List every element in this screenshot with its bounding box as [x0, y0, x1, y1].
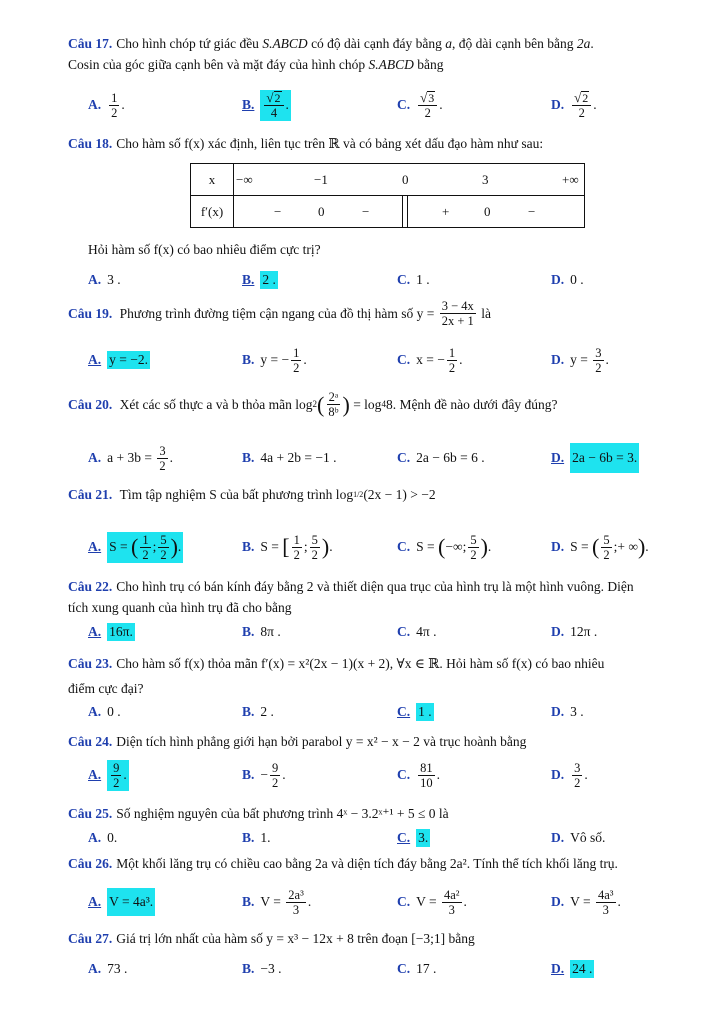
question-23: Câu 23. Cho hàm số f(x) thỏa mãn f′(x) = x²(2x − 1)(x + 2), ∀x ∈ ℝ. Hỏi hàm số f(x) có bao nhiêu điểm cực đại?: [68, 656, 605, 696]
question-19: Câu 19. Phương trình đường tiệm cận ngang của đồ thị hàm số y = $\frac{3 - 4x}{2x + 1}$ là: [68, 299, 491, 328]
option-c[interactable]: C. 1 .: [397, 272, 430, 287]
option-d[interactable]: D. S = ( $\frac{5}{2}$ ;+ ∞ ) .: [551, 532, 649, 562]
question-25: Câu 25. Số nghiệm nguyên của bất phương trình 4ˣ − 3.2ˣ⁺¹ + 5 ≤ 0 là: [68, 806, 449, 821]
option-c[interactable]: C. S = ( −∞; $\frac{5}{2}$ ) .: [397, 532, 492, 562]
question-18: Câu 18. Cho hàm số f(x) xác định, liên tục trên ℝ và có bảng xét dấu đạo hàm như sau:: [68, 136, 544, 151]
option-a[interactable]: A. S = ( $\frac{1}{2}$ ; $\frac{5}{2}$ ) .: [88, 532, 182, 562]
option-a[interactable]: A. 73 .: [88, 961, 128, 976]
question-22-options: [0, 617, 724, 647]
option-c[interactable]: C. x = − $\frac{1}{2}$ .: [397, 345, 463, 375]
question-18-prompt: Hỏi hàm số f(x) có bao nhiêu điểm cực trị?: [88, 242, 321, 257]
undefined-marker: [402, 196, 408, 227]
option-c[interactable]: C. 17 .: [397, 961, 437, 976]
option-c[interactable]: C. 2a − 6b = 6 .: [397, 450, 485, 465]
sign-table: x −∞ −1 0 3 +∞ f′(x) − 0 − + 0 −: [190, 163, 585, 228]
option-d[interactable]: D. 0 .: [551, 272, 584, 287]
option-d[interactable]: D. √ 2 2 .: [551, 89, 597, 120]
question-17-options: [0, 90, 724, 120]
option-b[interactable]: B. 1.: [242, 830, 271, 845]
option-a[interactable]: A. 0 .: [88, 704, 121, 719]
option-d[interactable]: D. 2a − 6b = 3 .: [551, 443, 639, 473]
question-27: Câu 27. Giá trị lớn nhất của hàm số y = x³ − 12x + 8 trên đoạn [−3;1] bằng: [68, 931, 475, 946]
question-18-options: [0, 265, 724, 295]
option-b[interactable]: B. y = − $\frac{1}{2}$ .: [242, 345, 307, 375]
question-21-options: [0, 532, 724, 562]
option-b[interactable]: B. − $\frac{9}{2}$ .: [242, 760, 286, 790]
option-d[interactable]: D. $\frac{3}{2}$ .: [551, 760, 588, 790]
option-d[interactable]: D. Vô số.: [551, 830, 606, 845]
option-d[interactable]: D. 12π .: [551, 624, 598, 639]
option-c[interactable]: C. 1 .: [397, 704, 432, 719]
option-c[interactable]: C. 3.: [397, 830, 429, 845]
question-27-options: [0, 954, 724, 984]
question-19-options: [0, 345, 724, 375]
option-b[interactable]: B. S = [ $\frac{1}{2}$ ; $\frac{5}{2}$ ) .: [242, 532, 333, 562]
option-d[interactable]: D. 24 .: [551, 961, 593, 976]
option-a[interactable]: A. 3 .: [88, 272, 121, 287]
option-b[interactable]: B. 2 .: [242, 272, 276, 287]
question-20: Câu 20. Xét các số thực a và b thỏa mãn log 2 ( $\frac{\text{2ᵃ}}{\text{8ᵇ}}$ ) = log 4 8. Mệnh đề nào dưới đây đúng?: [68, 390, 558, 419]
option-c[interactable]: C. √ 3 2 .: [397, 89, 443, 120]
option-b[interactable]: B. √ 2 4 .: [242, 89, 289, 120]
option-a[interactable]: A. y = −2.: [88, 352, 148, 367]
option-a[interactable]: A. a + 3b = $\frac{3}{2}$ .: [88, 443, 173, 473]
answer-highlight: √ 2 4 .: [260, 90, 291, 121]
question-24-options: [0, 760, 724, 790]
option-d[interactable]: D. V = $\frac{\text{4a³}}{3}$ .: [551, 887, 621, 917]
question-26-options: [0, 887, 724, 917]
question-26: Câu 26. Một khối lăng trụ có chiều cao bằng 2a và diện tích đáy bằng 2a². Tính thể tích khối lăng trụ.: [68, 856, 618, 871]
option-b[interactable]: B. 8π .: [242, 624, 281, 639]
option-d[interactable]: D. y = $\frac{3}{2}$ .: [551, 345, 609, 375]
question-22: Câu 22. Cho hình trụ có bán kính đáy bằng 2 và thiết diện qua trục của hình trụ là một hình vuông. Diện tích xung quanh của hình trụ đã cho bằng: [68, 579, 634, 615]
option-b[interactable]: B. V = $\frac{\text{2a³}}{3}$ .: [242, 887, 312, 917]
question-20-options: [0, 443, 724, 473]
question-21: Câu 21. Tìm tập nghiệm S của bất phương trình log 1/2 (2x − 1) > −2: [68, 487, 436, 502]
question-23-options: [0, 697, 724, 727]
question-label: Câu 17.: [68, 36, 113, 51]
option-c[interactable]: C. $\frac{81}{10}$ .: [397, 760, 440, 790]
option-b[interactable]: B. 2 .: [242, 704, 274, 719]
option-b[interactable]: B. 4a + 2b = −1 .: [242, 450, 337, 465]
option-a[interactable]: A. $\frac{1}{2}$ .: [88, 90, 125, 120]
option-a[interactable]: A. 0.: [88, 830, 118, 845]
option-a[interactable]: A. 16π.: [88, 624, 133, 639]
question-24: Câu 24. Diện tích hình phẳng giới hạn bởi parabol y = x² − x − 2 và trục hoành bằng: [68, 734, 527, 749]
option-a[interactable]: A. V = 4a³.: [88, 887, 155, 917]
option-d[interactable]: D. 3 .: [551, 704, 584, 719]
option-b[interactable]: B. −3 .: [242, 961, 282, 976]
option-c[interactable]: C. 4π .: [397, 624, 437, 639]
question-17: Câu 17. Cho hình chóp tứ giác đều S.ABCD có độ dài cạnh đáy bằng a, độ dài cạnh bên bằng 2a. Cosin của góc giữa cạnh bên và mặt đáy của hình chóp S.ABCD bằng: [68, 36, 594, 72]
option-c[interactable]: C. V = $\frac{\text{4a²}}{3}$ .: [397, 887, 467, 917]
option-a[interactable]: A. $\frac{9}{2}$ .: [88, 760, 127, 790]
question-25-options: [0, 823, 724, 853]
